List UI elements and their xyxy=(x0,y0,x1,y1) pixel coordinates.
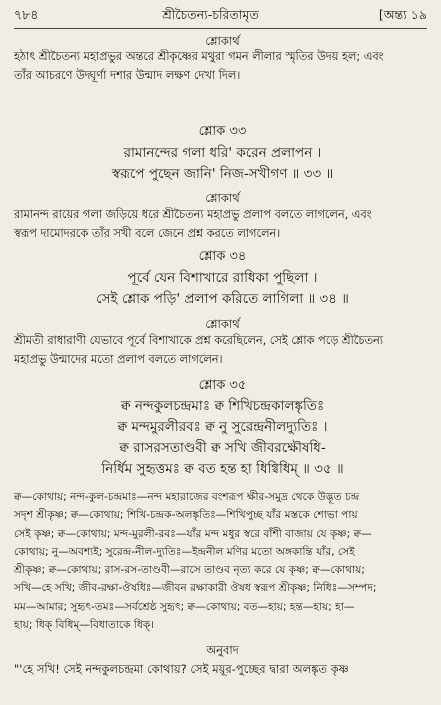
text-line: সদৃশ শ্রীকৃষ্ণ; ক্ব—কোথায়; শিখি-চন্দ্রক-অলঙ্কৃতিঃ—শিখিপুচ্ছ যাঁর মস্তকে শোভা পায় xyxy=(14,509,358,522)
translation-paragraph xyxy=(14,332,431,369)
anuvad-paragraph xyxy=(14,660,431,678)
verse-line: রামানন্দের গলা ধরি' করেন প্রলাপন । xyxy=(123,145,322,161)
text-line: তাঁর আচরণে উদ্ঘূর্ণা দশার উন্মাদ লক্ষণ দেখা দিল। xyxy=(14,68,241,82)
translation-label: শ্লোকার্থ xyxy=(205,317,240,331)
verse-line: ক্ব মন্দমুরলীরবঃ ক্ব নু সুরেন্দ্রনীলদ্যুতিঃ । xyxy=(117,419,328,435)
translation-paragraph xyxy=(14,48,431,85)
verse-text xyxy=(14,396,431,480)
text-line: মম—আমার; সুহৃৎ-তমঃ—সর্বশ্রেষ্ঠ সুহৃৎ; ক্ব—কোথায়; বত—হায়; হন্ত—হায়; হা— xyxy=(14,600,355,613)
running-title: শ্রীচৈতন্য-চরিতামৃত xyxy=(162,7,259,22)
verse-line: নির্ধিম সুহৃত্তমঃ ক্ব বত হন্ত হা ধিগ্বিধিম্ ॥ ৩৫ ॥ xyxy=(101,461,344,477)
verse-heading: শ্লোক ৩৩ xyxy=(198,124,247,139)
translation-paragraph xyxy=(14,206,431,243)
verse-line: ক্ব নন্দকুলচন্দ্রমাঃ ক্ব শিখিচন্দ্রকালঙ্কৃতিঃ xyxy=(120,398,325,414)
text-line: শ্রীমতী রাধারাণী যেভাবে পূর্বে বিশাখাকে প্রশ্ন করেছিলেন, সেই শ্লোক পড়ে শ্রীচৈতন্য xyxy=(14,334,384,347)
verse-line: পূর্বে যেন বিশাখারে রাধিকা পুছিলা । xyxy=(127,270,318,286)
verse-heading: শ্লোক ৩৫ xyxy=(198,378,247,393)
anuvad-label: অনুবাদ xyxy=(206,643,239,657)
page-number: ৭৮৪ xyxy=(14,7,39,22)
translation-label: শ্লোকার্থ xyxy=(205,34,240,48)
verse-line: সেই শ্লোক পড়ি' প্রলাপ করিতে লাগিলা ॥ ৩৪ ॥ xyxy=(96,291,349,307)
word-meanings xyxy=(14,488,431,634)
text-line: "'হে সখি! সেই নন্দকুলচন্দ্রমা কোথায়? সেই ময়ূর-পুচ্ছের দ্বারা অলঙ্কৃত কৃষ্ণ xyxy=(14,662,349,676)
text-line: শ্রীকৃষ্ণ; ক্ব—কোথায়; রাস-রস-তাণ্ডবী—রাসে তাণ্ডব নৃত্য করে যে কৃষ্ণ; ক্ব—কোথায়; xyxy=(14,564,365,577)
text-line: ক্ব—কোথায়; নন্দ-কুল-চন্দ্রমাঃ—নন্দ মহারাজের বংশরূপ ক্ষীর-সমুদ্র থেকে উদ্ভূত চন্দ্র xyxy=(14,491,360,503)
translation-label: শ্লোকার্থ xyxy=(205,191,240,205)
chapter-marker: [অন্ত্য ১৯ xyxy=(378,7,427,22)
page-header xyxy=(14,6,427,29)
text-line: মহাপ্রভু উন্মাদের মতো প্রলাপ বলতে লাগলেন। xyxy=(14,352,223,366)
text-line: হঠাৎ শ্রীচৈতন্য মহাপ্রভুর অন্তরে শ্রীকৃষ্ণের মথুরা গমন লীলার স্মৃতির উদয় হল; এবং xyxy=(14,50,384,63)
text-line: সেই কৃষ্ণ; ক্ব—কোথায়; মন্দ-মুরলী-রবঃ—যাঁর মন্দ মধুর স্বরে বাঁশী বাজায় যে কৃষ্ণ; ক্ব— xyxy=(14,527,372,540)
verse-line: স্বরূপে পুছেন জানি' নিজ-সখীগণ ॥ ৩৩ ॥ xyxy=(111,166,334,182)
text-line: কোথায়; নু—অবশ্যই; সুরেন্দ্র-নীল-দ্যুতিঃ—ইন্দ্রনীল মণির মতো অঙ্গকান্তি যাঁর, সেই xyxy=(14,545,355,558)
text-line: রামানন্দ রায়ের গলা জড়িয়ে ধরে শ্রীচৈতন্য মহাপ্রভু প্রলাপ বলতে লাগলেন, এবং xyxy=(14,208,372,221)
text-line: স্বরূপ দামোদরকে তাঁর সখী বলে জেনে প্রশ্ন করতে লাগলেন। xyxy=(14,226,281,240)
text-line: সখি—হে সখি; জীব-রক্ষা-ঔষধিঃ—জীবন রক্ষাকারী ঔষধ স্বরূপ শ্রীকৃষ্ণ; নিধিঃ—সম্পদ; xyxy=(14,582,377,595)
verse-line: ক্ব রাসরসতাণ্ডবী ক্ব সখি জীবরক্ষৌষধি- xyxy=(119,440,326,456)
verse-text xyxy=(14,143,431,185)
verse-heading: শ্লোক ৩৪ xyxy=(198,249,247,264)
text-line: হায়; ধিক্ বিধিম্—বিধাতাকে ধিক্। xyxy=(14,619,155,632)
verse-text xyxy=(14,268,431,310)
